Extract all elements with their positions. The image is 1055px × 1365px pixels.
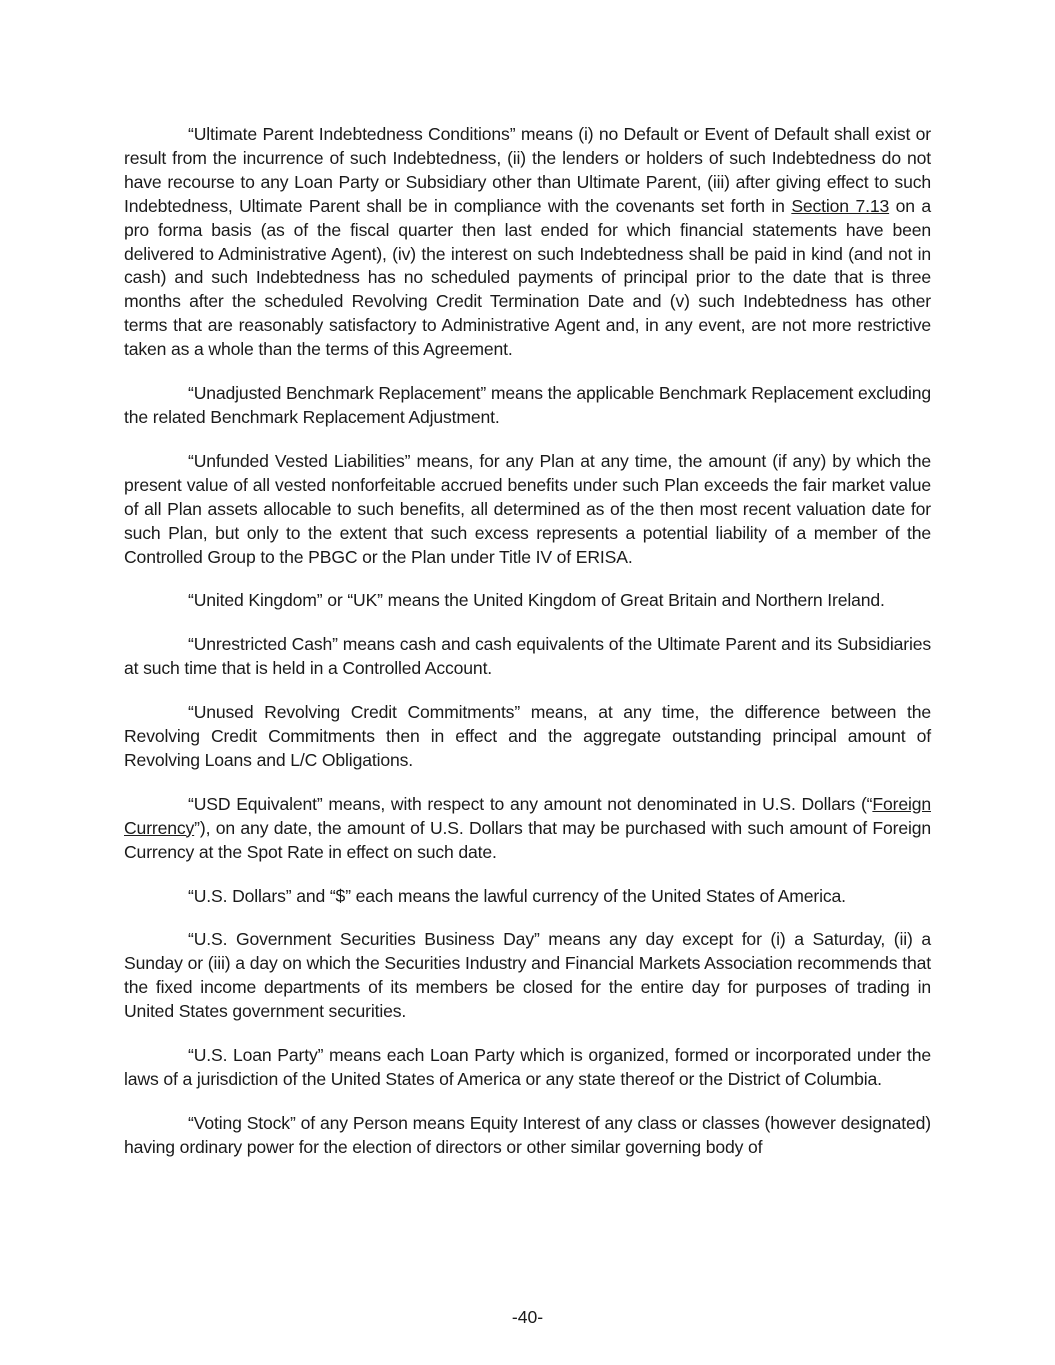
paragraph-text: “Unadjusted Benchmark Replacement” means the applicable Benchmark Replacement excluding the related Benchmark Replacement Adjustment. [124,383,931,427]
paragraph-text: “Ultimate Parent Indebtedness Conditions” means (i) no Default or Event of Default shall exist or result from the incurrence of such Indebtedness, (ii) the lenders or holders of such Indebtedness do not have recourse to any Loan Party or Subsidiary other than Ultimate Parent, (iii) after giving effect to such Indebtedness, Ultimate Parent shall be in compliance with the covenants set forth in [124,124,931,216]
definition-unused-revolving-credit-commitments [124,701,931,773]
paragraph-text: “U.S. Government Securities Business Day” means any day except for (i) a Saturday, (ii) a Sunday or (iii) a day on which the Securities Industry and Financial Markets Association recommends that the fixed income departments of its members be closed for the entire day for purposes of trading in United States government securities. [124,929,931,1022]
paragraph-text: “United Kingdom” or “UK” means the United Kingdom of Great Britain and Northern Ireland. [188,590,885,611]
definition-usd-equivalent [124,793,931,865]
definition-ultimate-parent-indebtedness-conditions [124,123,931,362]
document-body [124,123,931,1180]
paragraph-text: on a pro forma basis (as of the fiscal quarter then last ended for which financial statements have been delivered to Administrative Agent), (iv) the interest on such Indebtedness shall be paid in kind (and not in cash) and such Indebtedness has no scheduled payments of principal prior to the date that is three months after the scheduled Revolving Credit Termination Date and (v) such Indebtedness has other terms that are reasonably satisfactory to Administrative Agent and, in any event, are not more restrictive taken as a whole than the terms of this Agreement. [124,195,931,360]
definition-unfunded-vested-liabilities [124,450,931,570]
page-number: -40- [511,1307,544,1327]
paragraph-text: “Unused Revolving Credit Commitments” means, at any time, the difference between the Revolving Credit Commitments then in effect and the aggregate outstanding principal amount of Revolving Loans and L/C Obligations. [124,702,931,770]
paragraph-text: “Unrestricted Cash” means cash and cash equivalents of the Ultimate Parent and its Subsidiaries at such time that is held in a Controlled Account. [124,634,931,679]
definition-us-loan-party [124,1044,931,1092]
paragraph-text: ”), on any date, the amount of U.S. Dollars that may be purchased with such amount of Foreign Currency at the Spot Rate in effect on such date. [124,817,931,862]
definition-voting-stock [124,1112,931,1160]
paragraph-text: “Unfunded Vested Liabilities” means, for any Plan at any time, the amount (if any) by which the present value of all vested nonforfeitable accrued benefits under such Plan exceeds the fair market value of all Plan assets allocable to such benefits, all determined as of the then most recent valuation date for such Plan, but only to the extent that such excess represents a potential liability of a member of the Controlled Group to the PBGC or the Plan under Title IV of ERISA. [124,450,931,567]
paragraph-text: “U.S. Dollars” and “$” each means the lawful currency of the United States of America. [188,885,846,906]
paragraph-text: “USD Equivalent” means, with respect to any amount not denominated in U.S. Dollars (“ [188,793,873,814]
definition-us-government-securities-business-day [124,928,931,1024]
paragraph-text: “U.S. Loan Party” means each Loan Party which is organized, formed or incorporated under the laws of a jurisdiction of the United States of America or any state thereof or the District of Columbia. [124,1045,931,1089]
section-reference-link: Section 7.13 [791,195,890,216]
definition-us-dollars [124,885,931,909]
definition-unadjusted-benchmark-replacement [124,382,931,430]
definition-unrestricted-cash [124,633,931,681]
foreign-currency-term: Foreign Currency [124,793,931,838]
paragraph-text: “Voting Stock” of any Person means Equity Interest of any class or classes (however designated) having ordinary power for the election of directors or other similar governing body of [124,1112,931,1157]
definition-united-kingdom [124,589,931,613]
